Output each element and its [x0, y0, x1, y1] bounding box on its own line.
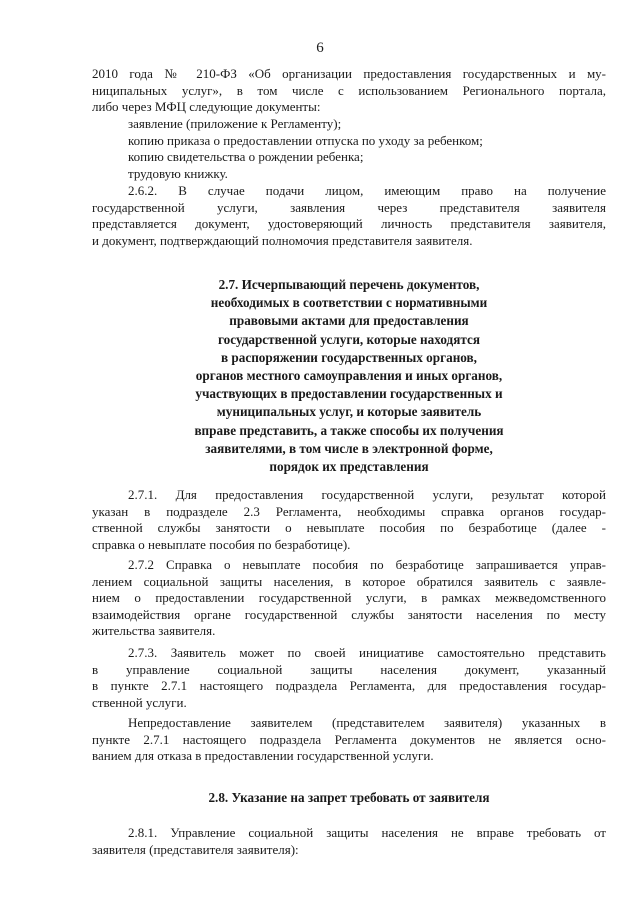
intro-paragraph: [92, 66, 606, 116]
text-line: 2.6.2. В случае подачи лицом, имеющим право на получение: [128, 183, 606, 198]
text-line: лением социальной защиты населения, в которое обратился заявитель с заявле-: [92, 573, 606, 589]
text-line: заявителя (представителя заявителя):: [92, 841, 299, 857]
paragraph-2-8-1: [92, 825, 606, 858]
text-line: справка о невыплате пособия по безработице).: [92, 536, 351, 552]
list-item: трудовую книжку.: [128, 165, 228, 181]
text-line: жительства заявителя.: [92, 623, 216, 639]
paragraph-2-6-2: [92, 183, 606, 249]
heading-line: необходимых в соответствии с нормативными: [210, 295, 488, 311]
heading-line: муниципальных услуг, и которые заявитель: [216, 404, 482, 420]
text-line: ственной услуги.: [92, 694, 187, 710]
page-number: 6: [316, 40, 324, 56]
text-line: указан в подразделе 2.3 Регламента, необходимы справка органов государ-: [92, 503, 606, 519]
text-line: 2010 года № 210-ФЗ «Об организации предоставления государственных и му-: [92, 66, 606, 81]
heading-line: 2.8. Указание на запрет требовать от заявителя: [208, 790, 490, 805]
heading-line: органов местного самоуправления и иных органов,: [195, 368, 503, 384]
text-line: ственной службы занятости о невыплате пособия по безработице (далее -: [92, 520, 606, 536]
paragraph-2-7-1: [92, 487, 606, 553]
heading-line: участвующих в предоставлении государственных и: [195, 386, 503, 402]
list-item: заявление (приложение к Регламенту);: [128, 116, 342, 131]
heading-line: заявителями, в том числе в электронной форме,: [205, 440, 493, 456]
text-line: нием о предоставлении государственной услуги, в рамках межведомственного: [92, 590, 606, 606]
text-line: ниципальных услуг», в том числе с использованием Регионального портала,: [92, 82, 606, 98]
text-line: ванием для отказа в предоставлении государственной услуги.: [92, 748, 434, 764]
text-line: либо через МФЦ следующие документы:: [92, 99, 321, 115]
text-line: взаимодействия органе государственной службы занятости населения по месту: [92, 606, 606, 622]
text-line: 2.8.1. Управление социальной защиты населения не вправе требовать от: [128, 825, 606, 840]
text-line: представляется документ, удостоверяющий личность представителя заявителя,: [92, 216, 606, 232]
text-line: 2.7.3. Заявитель может по своей инициативе самостоятельно представить: [128, 645, 606, 660]
text-line: 2.7.2 Справка о невыплате пособия по безработице запрашивается управ-: [128, 557, 606, 572]
heading-line: в распоряжении государственных органов,: [221, 349, 477, 365]
text-line: и документ, подтверждающий полномочия представителя заявителя.: [92, 232, 473, 248]
paragraph-non-provision: [92, 715, 606, 765]
list-item: копию приказа о предоставлении отпуска по уходу за ребенком;: [128, 132, 483, 148]
paragraph-2-7-3: [92, 645, 606, 711]
section-heading-2-7: [92, 276, 606, 476]
list-item: копию свидетельства о рождении ребенка;: [128, 149, 364, 165]
heading-line: государственной услуги, которые находятся: [218, 331, 480, 347]
text-line: в управление социальной защиты населения документ, указанный: [92, 661, 606, 677]
heading-line: 2.7. Исчерпывающий перечень документов,: [218, 277, 480, 292]
text-line: государственной услуги, заявления через представителя заявителя: [92, 199, 606, 215]
text-line: 2.7.1. Для предоставления государственной услуги, результат которой: [128, 487, 606, 502]
text-line: Непредоставление заявителем (представителем заявителя) указанных в: [128, 715, 606, 730]
paragraph-2-7-2: [92, 557, 606, 640]
heading-line: вправе представить, а также способы их получения: [194, 422, 504, 438]
text-line: пункте 2.7.1 настоящего подраздела Регламента документов не является осно-: [92, 731, 606, 747]
text-line: в пункте 2.7.1 настоящего подраздела Регламента, для предоставления государ-: [92, 678, 606, 694]
heading-line: правовыми актами для предоставления: [229, 313, 469, 329]
documents-list: [92, 116, 606, 182]
section-heading-2-8: [92, 789, 606, 807]
heading-line: порядок их представления: [269, 459, 429, 475]
